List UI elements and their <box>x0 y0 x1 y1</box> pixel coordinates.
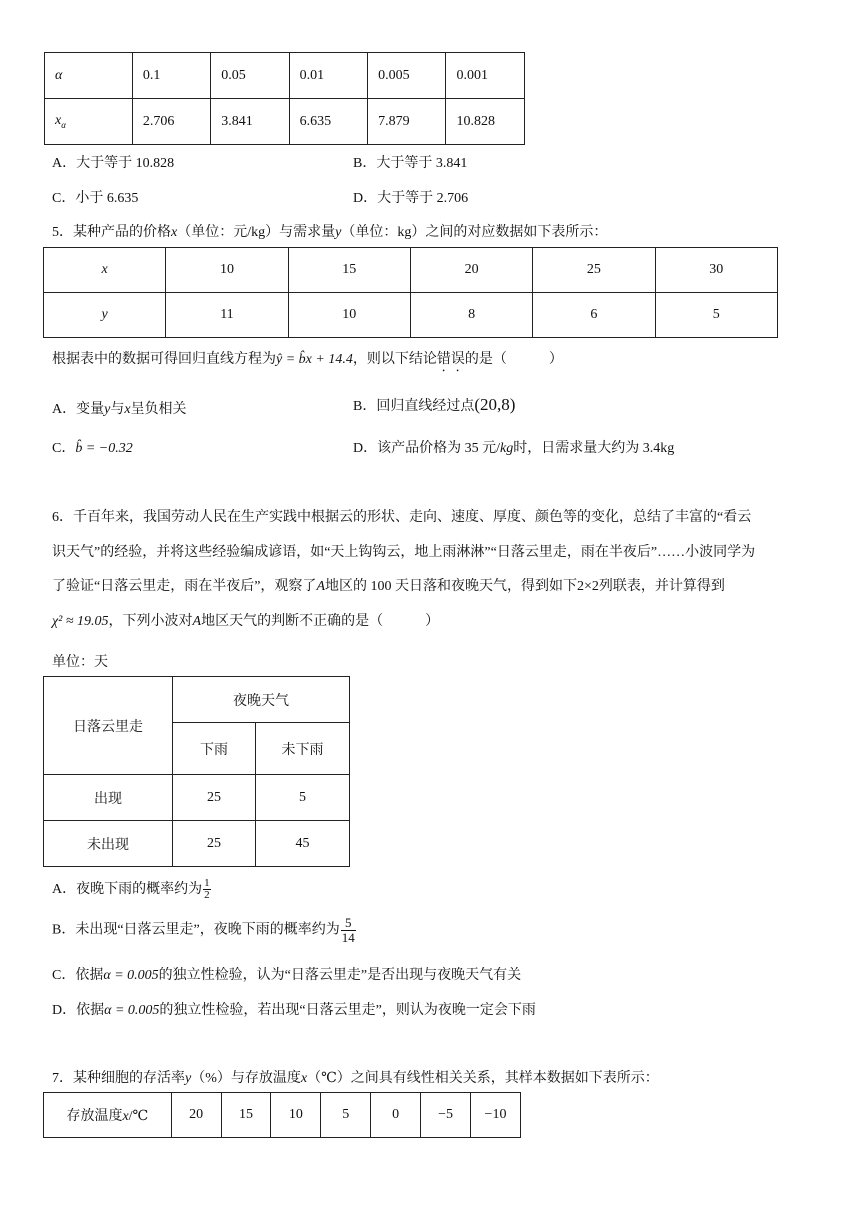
question-7-stem: 7．某种细胞的存活率y（%）与存放温度x（℃）之间具有线性相关关系，其样本数据如下表所示： <box>52 1071 659 1086</box>
option-d[interactable]: D．该产品价格为 35 元/kg时，日需求量大约为 3.4kg <box>353 441 675 456</box>
x-value-cell: 30 <box>655 248 777 293</box>
col-header-cell: 夜晚天气 <box>173 677 350 723</box>
count-cell: 5 <box>256 775 350 821</box>
x-value-cell: 15 <box>288 248 410 293</box>
critical-value-cell: 7.879 <box>368 99 446 145</box>
temperature-value-cell: −5 <box>421 1093 471 1138</box>
row-header-cell: 日落云里走 <box>44 677 173 775</box>
x-alpha-label-cell: $x_\alpha$ <box>45 99 133 145</box>
x-value-cell: 25 <box>533 248 655 293</box>
question-5-regression-line: 根据表中的数据可得回归直线方程为ŷ = b̂x + 14.4，则以下结论错误的是（ ） <box>52 352 563 367</box>
count-cell: 25 <box>173 775 256 821</box>
critical-value-cell: 6.635 <box>289 99 367 145</box>
chi-square-value: χ² ≈ 19.05 <box>52 614 109 629</box>
option-a[interactable]: A．夜晚下雨的概率约为 $\frac{1}{2}$ <box>52 877 210 902</box>
alpha-cell: 0.05 <box>211 53 289 99</box>
y-value-cell: 6 <box>533 293 655 338</box>
option-d[interactable]: D．依据α = 0.005的独立性检验，若出现“日落云里走”，则认为夜晚一定会下雨 <box>52 1003 536 1018</box>
critical-value-cell: 3.841 <box>211 99 289 145</box>
alpha-critical-value-table <box>44 52 525 145</box>
price-demand-table <box>43 247 778 338</box>
option-b[interactable]: B．大于等于 3.841 <box>353 156 468 171</box>
regression-equation: ŷ = b̂x + 14.4 <box>276 352 353 367</box>
contingency-table <box>43 676 350 867</box>
temperature-value-cell: 15 <box>221 1093 271 1138</box>
question-6-line-4: χ² ≈ 19.05，下列小波对A地区天气的判断不正确的是（ ） <box>52 614 440 629</box>
alpha-cell: 0.001 <box>446 53 525 99</box>
count-cell: 25 <box>173 821 256 867</box>
temperature-label-cell: 存放温度x/℃ <box>44 1093 172 1138</box>
critical-value-cell: 2.706 <box>132 99 210 145</box>
temperature-value-cell: −10 <box>471 1093 521 1138</box>
option-d[interactable]: D．大于等于 2.706 <box>353 191 469 206</box>
temperature-value-cell: 0 <box>371 1093 421 1138</box>
col-norain-cell: 未下雨 <box>256 723 350 775</box>
fraction: $\frac{5}{14}$ <box>341 915 355 945</box>
y-value-cell: 5 <box>655 293 777 338</box>
option-b[interactable]: B．回归直线经过点(20,8) <box>353 395 516 414</box>
temperature-table <box>43 1092 521 1138</box>
x-value-cell: 10 <box>166 248 288 293</box>
temperature-value-cell: 20 <box>171 1093 221 1138</box>
option-c[interactable]: C．小于 6.635 <box>52 191 139 206</box>
option-a[interactable]: A．变量y与x呈负相关 <box>52 402 187 417</box>
row-label-cell: 出现 <box>44 775 173 821</box>
question-6-line-2: 识天气”的经验，并将这些经验编成谚语，如“天上钩钩云，地上雨淋淋”“日落云里走，雨在半夜后”……小波同学为 <box>52 545 756 560</box>
row-label-cell: 未出现 <box>44 821 173 867</box>
alpha-cell: 0.005 <box>368 53 446 99</box>
y-value-cell: 8 <box>410 293 532 338</box>
y-label-cell: y <box>44 293 166 338</box>
question-6-line-3: 了验证“日落云里走，雨在半夜后”，观察了A地区的 100 天日落和夜晚天气，得到如下2×2列联表，并计算得到 <box>52 579 725 594</box>
y-value-cell: 10 <box>288 293 410 338</box>
alpha-cell: 0.1 <box>132 53 210 99</box>
x-value-cell: 20 <box>410 248 532 293</box>
question-5-stem: 5．某种产品的价格x（单位：元/kg）与需求量y（单位：kg）之间的对应数据如下表所示： <box>52 225 608 240</box>
question-6-line-1: 6．千百年来，我国劳动人民在生产实践中根据云的形状、走向、速度、厚度、颜色等的变化，总结了丰富的“看云 <box>52 510 752 525</box>
option-c[interactable]: C．b̂ = −0.32 <box>52 441 133 456</box>
x-label-cell: x <box>44 248 166 293</box>
count-cell: 45 <box>256 821 350 867</box>
col-rain-cell: 下雨 <box>173 723 256 775</box>
critical-value-cell: 10.828 <box>446 99 525 145</box>
temperature-value-cell: 5 <box>321 1093 371 1138</box>
option-a[interactable]: A．大于等于 10.828 <box>52 156 175 171</box>
option-c[interactable]: C．依据α = 0.005的独立性检验，认为“日落云里走”是否出现与夜晚天气有关 <box>52 968 522 983</box>
alpha-label-cell <box>45 53 133 99</box>
fraction: $\frac{1}{2}$ <box>204 877 210 902</box>
alpha-symbol: α <box>55 67 63 83</box>
unit-label: 单位：天 <box>52 655 108 670</box>
y-value-cell: 11 <box>166 293 288 338</box>
option-b[interactable]: B．未出现“日落云里走”，夜晚下雨的概率约为 $\frac{5}{14}$ <box>52 915 355 945</box>
alpha-cell: 0.01 <box>289 53 367 99</box>
temperature-value-cell: 10 <box>271 1093 321 1138</box>
